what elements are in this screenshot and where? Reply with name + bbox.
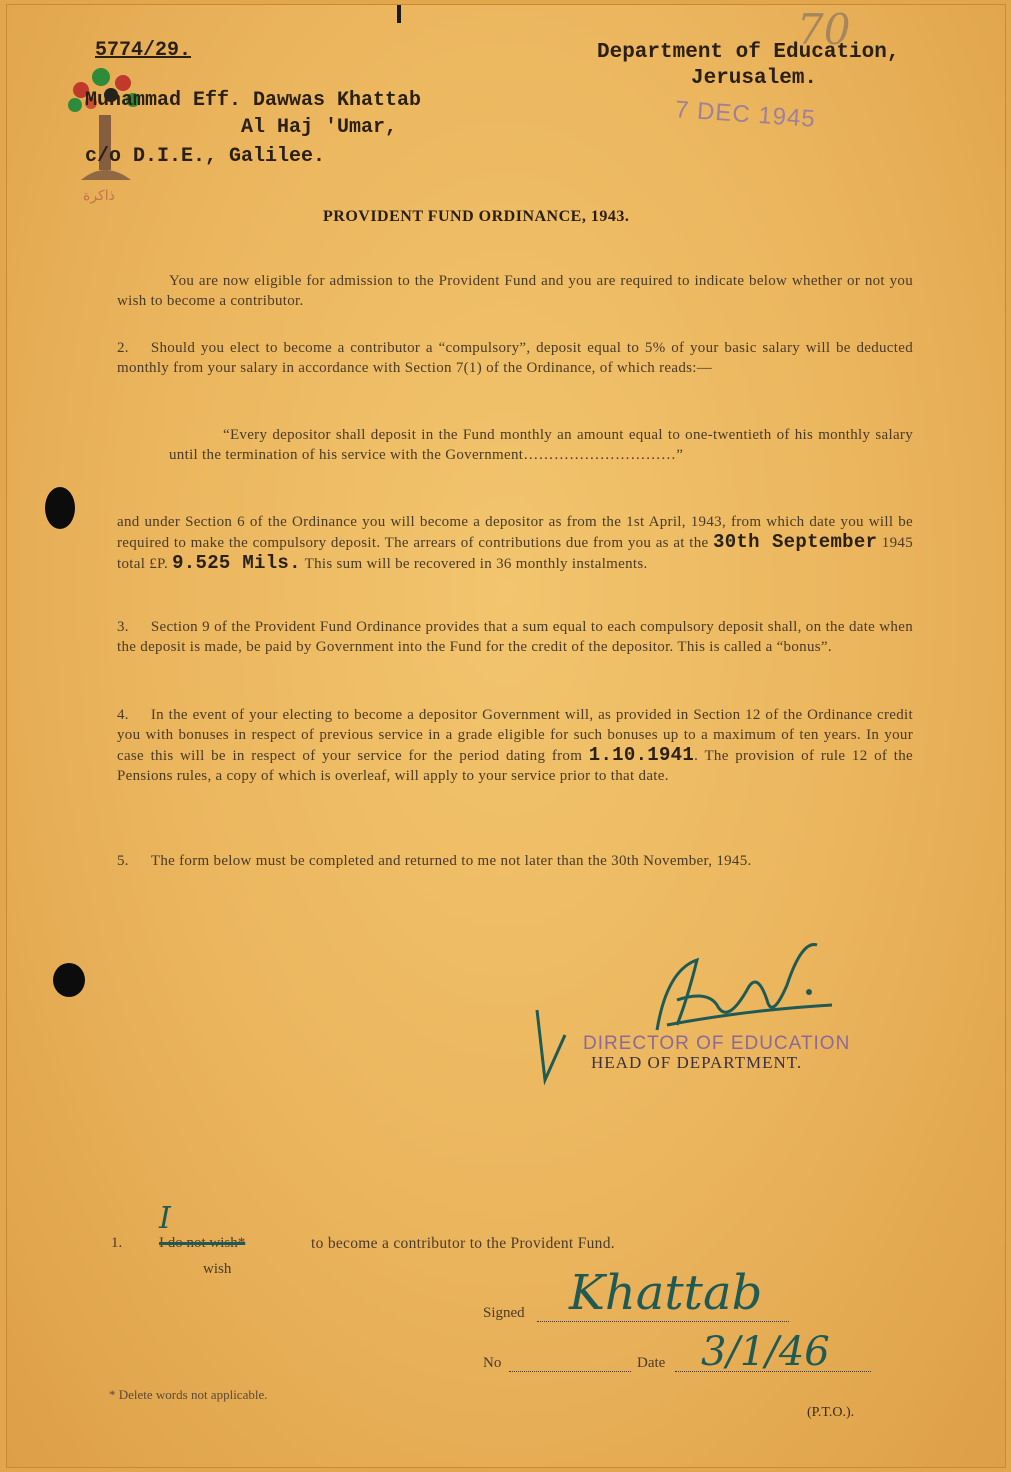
svg-text:ذاكرة: ذاكرة xyxy=(83,188,115,204)
arrears-amount-field: 9.525 Mils. xyxy=(172,552,301,574)
reference-number: 5774/29. xyxy=(95,39,192,62)
file-mark-pencil: 70 xyxy=(797,5,851,54)
fold-mark xyxy=(397,5,401,23)
form-item-number: 1. xyxy=(111,1235,123,1251)
date-label: Date xyxy=(637,1355,666,1371)
paragraph-4 xyxy=(117,705,913,786)
contributor-statement: to become a contributor to the Provident Fund. xyxy=(311,1235,615,1252)
head-of-department-line: HEAD OF DEPARTMENT. xyxy=(591,1053,803,1072)
document-title: PROVIDENT FUND ORDINANCE, 1943. xyxy=(323,208,630,225)
paragraph-4-text-a: In the event of your electing to become a depositor Government will, as provided in Section 12 of the Ordinance credit you with bonuses in respect of previous service in a grade eligible for such bonuses up to a maximum of ten years. In your case this will be in respect of your service for the period dating from xyxy=(117,707,913,764)
document-page xyxy=(6,4,1006,1468)
correction-word: wish xyxy=(203,1261,232,1277)
punch-hole-top xyxy=(45,487,75,529)
arrears-date-field: 30th September xyxy=(713,531,878,553)
paragraph-4-number: 4. xyxy=(117,707,129,723)
director-title-stamp: DIRECTOR OF EDUCATION xyxy=(583,1033,851,1054)
struck-out-text: I do not wish* xyxy=(159,1235,246,1251)
archive-tree-logo xyxy=(61,55,151,205)
paragraph-1-text: You are now eligible for admission to the Provident Fund and you are required to indicate below whether or not you wish to become a contributor. xyxy=(117,273,913,309)
paragraph-1 xyxy=(117,271,913,311)
inserted-word-handwritten: I xyxy=(159,1201,171,1236)
number-label: No xyxy=(483,1355,502,1371)
punch-hole-bottom xyxy=(53,963,85,997)
paragraph-3-text: Section 9 of the Provident Fund Ordinance provides that a sum equal to each compulsory deposit shall, on the date when the deposit is made, be paid by Government into the Fund for the credit of the depositor. This is called a “bonus”. xyxy=(117,619,913,655)
paragraph-2b-text-c: This sum will be recovered in 36 monthly instalments. xyxy=(304,556,648,572)
number-line xyxy=(509,1371,631,1372)
paragraph-2b-text-b: 1945 total £P. xyxy=(117,535,913,572)
paragraph-2 xyxy=(117,338,913,378)
paragraph-5-text: The form below must be completed and returned to me not later than the 30th November, 1945. xyxy=(150,853,752,869)
paragraph-2-text: Should you elect to become a contributor a “compulsory”, deposit equal to 5% of your basic salary will be deducted monthly from your salary in accordance with Section 7(1) of the Ordinance, of which reads:— xyxy=(117,340,913,376)
service-from-date-field: 1.10.1941 xyxy=(588,744,695,766)
paragraph-5 xyxy=(117,851,913,871)
paragraph-2b-text-a: and under Section 6 of the Ordinance you will become a depositor as from the 1st April, 1943, from which date you will be required to make the compulsory deposit. The arrears of contributions due from you as at the xyxy=(117,514,913,551)
paragraph-2-number: 2. xyxy=(117,340,129,356)
contributor-signature: Khattab xyxy=(569,1265,763,1321)
paragraph-3-number: 3. xyxy=(117,619,129,635)
addressee-line2: Al Haj 'Umar, xyxy=(241,116,398,139)
footnote: * Delete words not applicable. xyxy=(109,1387,268,1402)
sender-department: Department of Education, xyxy=(597,41,900,64)
paragraph-3 xyxy=(117,617,913,657)
please-turn-over: (P.T.O.). xyxy=(807,1405,855,1420)
ordinance-quote-text: “Every depositor shall deposit in the Fund monthly an amount equal to one-twentieth of his monthly salary until the termination of his service with the Government…………………………” xyxy=(169,427,913,463)
signed-label: Signed xyxy=(483,1305,525,1321)
addressee-line3: c/o D.I.E., Galilee. xyxy=(85,145,326,168)
paragraph-5-number: 5. xyxy=(117,853,129,869)
date-handwritten: 3/1/46 xyxy=(701,1329,830,1375)
ordinance-quote xyxy=(169,425,913,465)
paragraph-4-text-b: . The provision of rule 12 of the Pensions rules, a copy of which is overleaf, will apply to your service prior to that date. xyxy=(117,748,913,784)
sender-city: Jerusalem. xyxy=(691,67,818,90)
addressee-line1: Muhammad Eff. Dawwas Khattab xyxy=(85,89,422,112)
received-date-stamp: 7 DEC 1945 xyxy=(674,96,817,133)
paragraph-2-continued xyxy=(117,512,913,574)
signature-line xyxy=(537,1321,789,1322)
